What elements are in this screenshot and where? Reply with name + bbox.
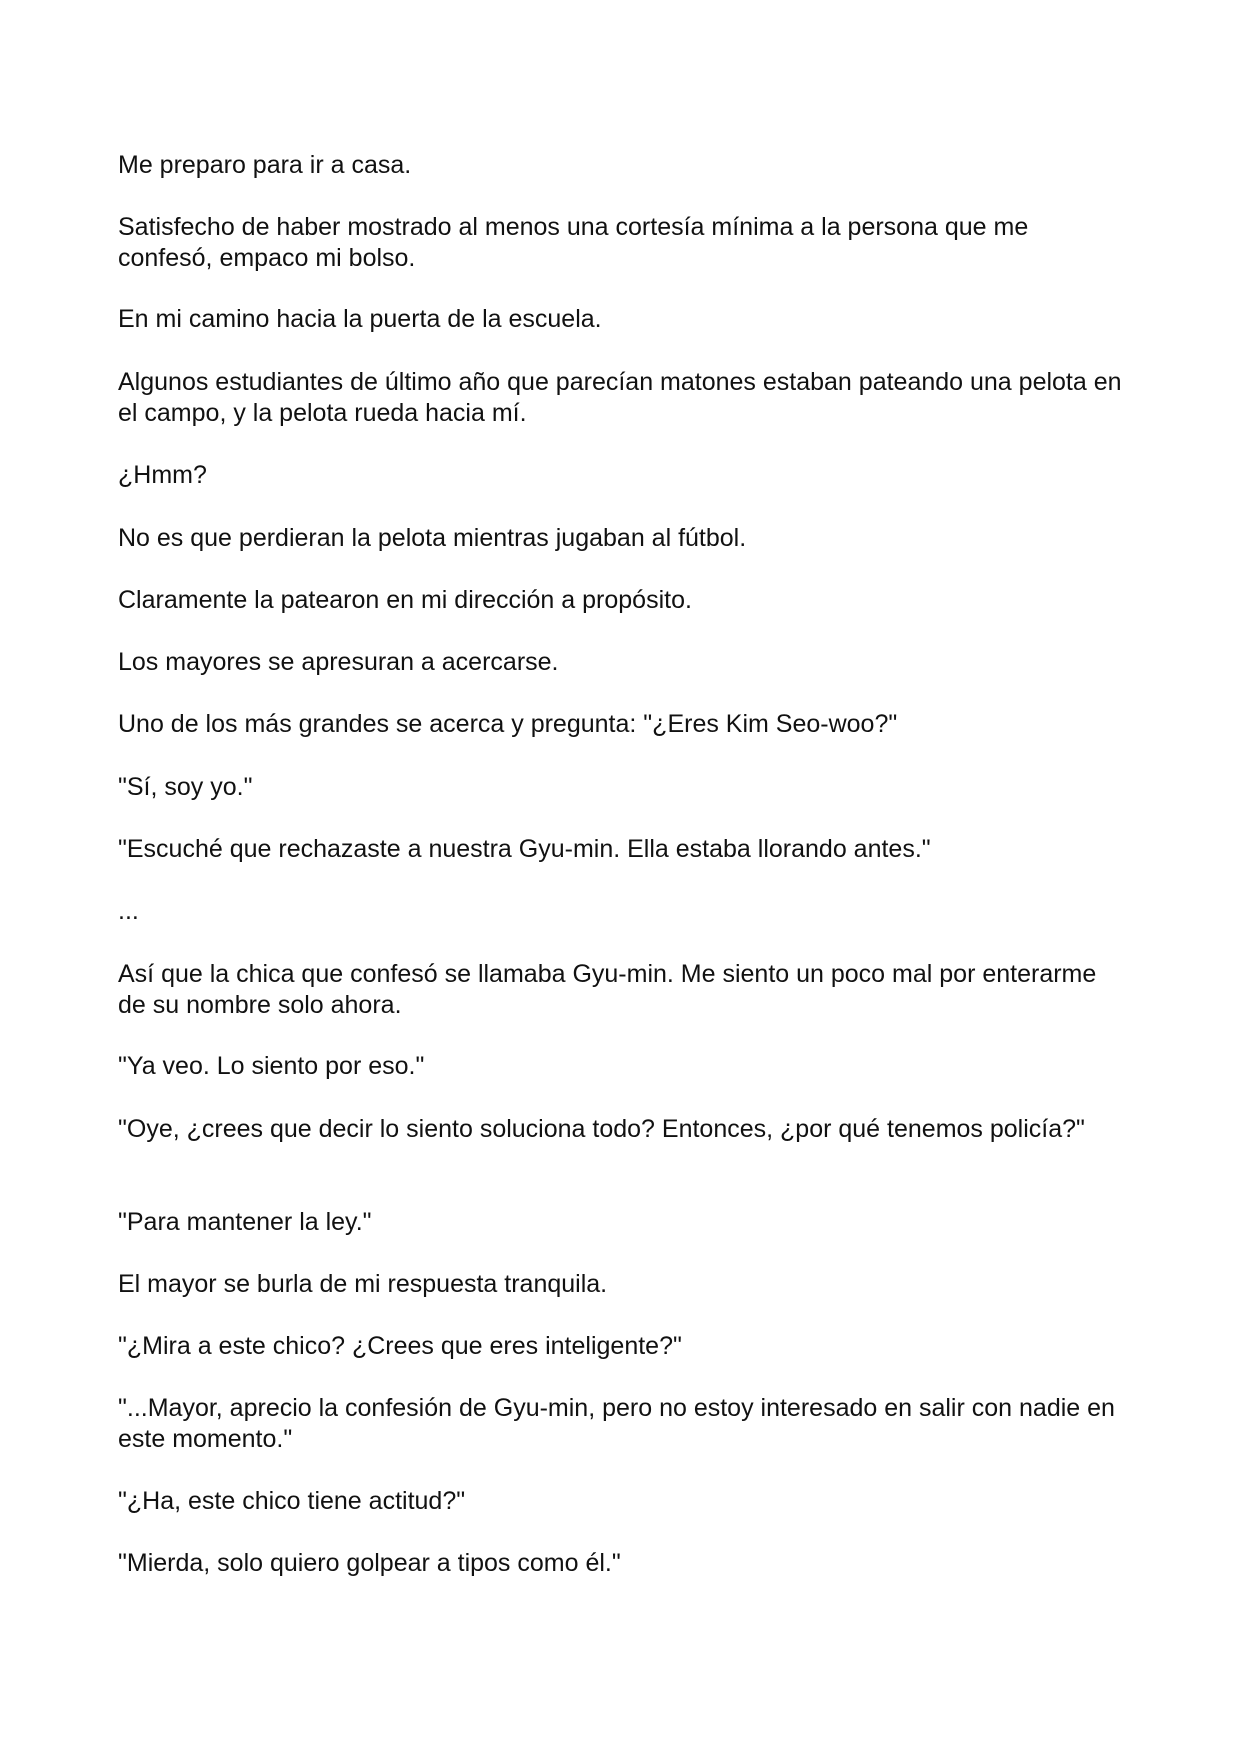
paragraph: En mi camino hacia la puerta de la escuela.	[118, 305, 602, 333]
paragraph: Claramente la patearon en mi dirección a propósito.	[118, 586, 692, 614]
paragraph: "¿Mira a este chico? ¿Crees que eres inteligente?"	[118, 1332, 682, 1360]
paragraph: "Sí, soy yo."	[118, 773, 253, 801]
paragraph: "Oye, ¿crees que decir lo siento soluciona todo? Entonces, ¿por qué tenemos policía?"	[118, 1115, 1085, 1143]
paragraph: El mayor se burla de mi respuesta tranquila.	[118, 1270, 608, 1298]
paragraph: No es que perdieran la pelota mientras jugaban al fútbol.	[118, 524, 747, 552]
paragraph: "Para mantener la ley."	[118, 1208, 372, 1236]
paragraph: "Mierda, solo quiero golpear a tipos como él."	[118, 1549, 621, 1577]
paragraph: "¿Ha, este chico tiene actitud?"	[118, 1487, 466, 1515]
paragraph: Satisfecho de haber mostrado al menos una cortesía mínima a la persona que me confesó, empaco mi bolso.	[118, 213, 1029, 272]
paragraph: Los mayores se apresuran a acercarse.	[118, 648, 559, 676]
paragraph: Algunos estudiantes de último año que parecían matones estaban pateando una pelota en el campo, y la pelota rueda hacia mí.	[118, 368, 1122, 427]
paragraph: "...Mayor, aprecio la confesión de Gyu-min, pero no estoy interesado en salir con nadie en este momento."	[118, 1394, 1115, 1453]
paragraph: Uno de los más grandes se acerca y pregunta: "¿Eres Kim Seo-woo?"	[118, 710, 898, 738]
paragraph: "Escuché que rechazaste a nuestra Gyu-min. Ella estaba llorando antes."	[118, 835, 931, 863]
paragraph: Me preparo para ir a casa.	[118, 151, 412, 179]
paragraph: "Ya veo. Lo siento por eso."	[118, 1052, 425, 1080]
paragraph: ...	[118, 897, 139, 925]
paragraph: Así que la chica que confesó se llamaba Gyu-min. Me siento un poco mal por enterarme de su nombre solo ahora.	[118, 960, 1097, 1019]
paragraph: ¿Hmm?	[118, 461, 207, 489]
